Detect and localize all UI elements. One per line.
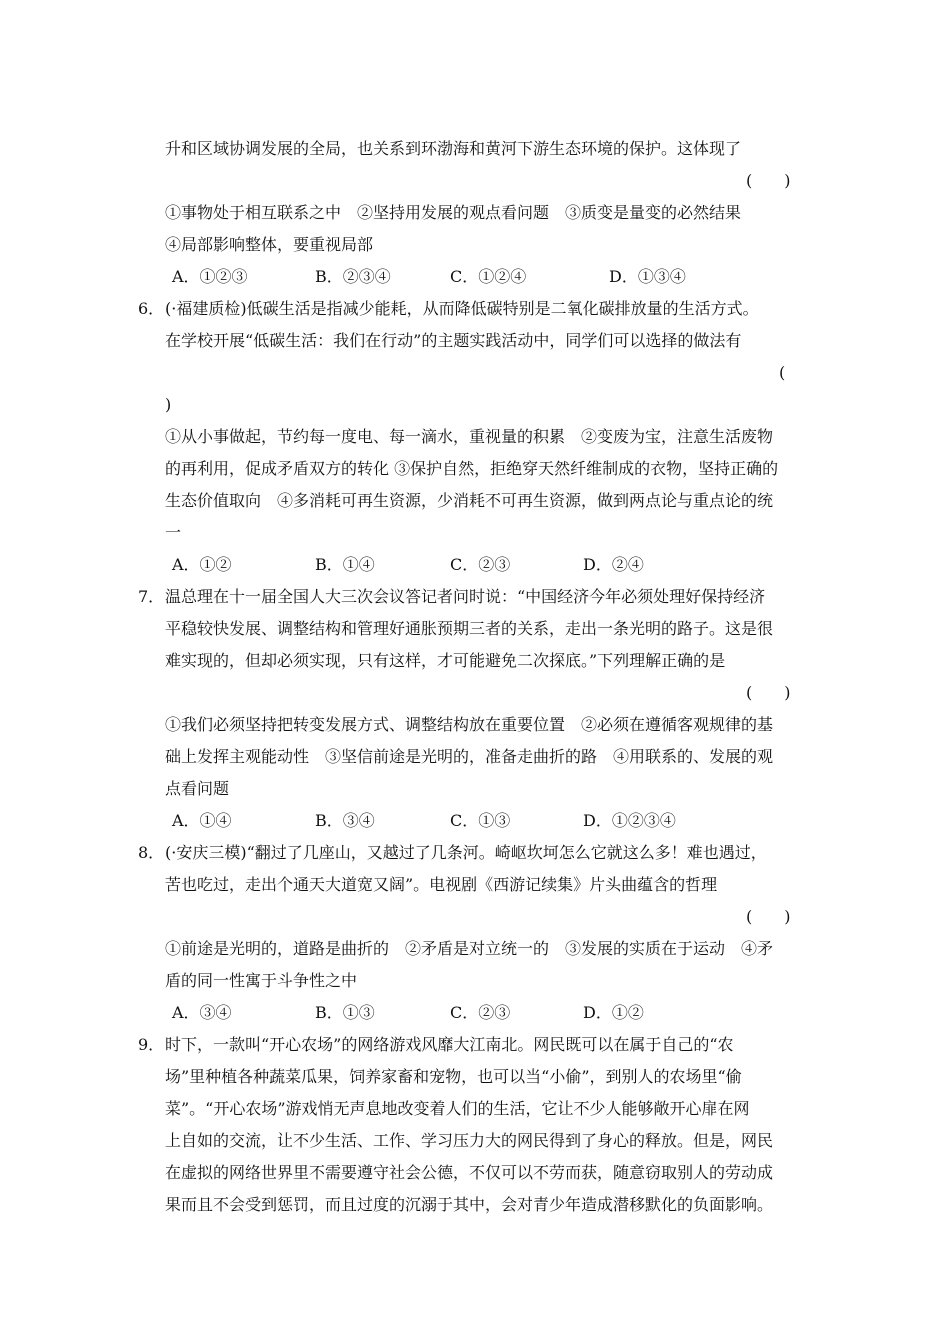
q7-line-5: 础上发挥主观能动性 ③坚信前途是光明的，准备走曲折的路 ④用联系的、发展的观 bbox=[165, 747, 774, 766]
q8-line-4: 盾的同一性寓于斗争性之中 bbox=[165, 971, 358, 990]
q5-answer-paren: ( ) bbox=[746, 171, 791, 190]
q9-line-2: 场”里种植各种蔬菜瓜果，饲养家畜和宠物，也可以当“小偷”，到别人的农场里“偷 bbox=[165, 1067, 742, 1086]
q6-line-1: (·福建质检)低碳生活是指减少能耗，从而降低碳特别是二氧化碳排放量的生活方式。 bbox=[165, 299, 759, 318]
q6-option-d: D．②④ bbox=[583, 555, 644, 574]
q8-option-a: A．③④ bbox=[172, 1003, 232, 1022]
q6-option-a: A．①② bbox=[172, 555, 232, 574]
q8-number: 8． bbox=[138, 843, 165, 862]
q6-paren-open: ( bbox=[779, 363, 786, 382]
q6-number: 6． bbox=[138, 299, 165, 318]
q9-line-4: 上自如的交流，让不少生活、工作、学习压力大的网民得到了身心的释放。但是，网民 bbox=[165, 1131, 774, 1150]
q8-option-b: B．①③ bbox=[315, 1003, 375, 1022]
q5-option-a: A．①②③ bbox=[172, 267, 248, 286]
q7-option-d: D．①②③④ bbox=[583, 811, 676, 830]
q9-line-1: 时下，一款叫“开心农场”的网络游戏风靡大江南北。网民既可以在属于自己的“农 bbox=[165, 1035, 734, 1054]
q6-line-2: 在学校开展“低碳生活：我们在行动”的主题实践活动中，同学们可以选择的做法有 bbox=[165, 331, 742, 350]
q7-line-2: 平稳较快发展、调整结构和管理好通胀预期三者的关系，走出一条光明的路子。这是很 bbox=[165, 619, 774, 638]
q8-line-1: (·安庆三模)“翻过了几座山，又越过了几条河。崎岖坎坷怎么它就这么多！难也遇过， bbox=[165, 843, 767, 862]
q9-line-3: 菜”。“开心农场”游戏悄无声息地改变着人们的生活，它让不少人能够敞开心扉在网 bbox=[165, 1099, 750, 1118]
q8-option-c: C．②③ bbox=[450, 1003, 511, 1022]
q8-line-2: 苦也吃过，走出个通天大道宽又阔”。电视剧《西游记续集》片头曲蕴含的哲理 bbox=[165, 875, 718, 894]
q5-line-2: ①事物处于相互联系之中 ②坚持用发展的观点看问题 ③质变是量变的必然结果 bbox=[165, 203, 742, 222]
q9-line-5: 在虚拟的网络世界里不需要遵守社会公德，不仅可以不劳而获，随意窃取别人的劳动成 bbox=[165, 1163, 774, 1182]
q6-line-3: ①从小事做起，节约每一度电、每一滴水，重视量的积累 ②变废为宝，注意生活废物 bbox=[165, 427, 774, 446]
q7-option-a: A．①④ bbox=[172, 811, 232, 830]
q6-line-5: 生态价值取向 ④多消耗可再生资源，少消耗不可再生资源，做到两点论与重点论的统 bbox=[165, 491, 774, 510]
q9-number: 9． bbox=[138, 1035, 165, 1054]
q5-line-1: 升和区域协调发展的全局，也关系到环渤海和黄河下游生态环境的保护。这体现了 bbox=[165, 139, 742, 158]
q7-option-b: B．③④ bbox=[315, 811, 375, 830]
q5-line-3: ④局部影响整体，要重视局部 bbox=[165, 235, 374, 254]
q6-paren-close: ) bbox=[165, 395, 172, 414]
q7-answer-paren: ( ) bbox=[746, 683, 791, 702]
q7-line-1: 温总理在十一届全国人大三次会议答记者问时说：“中国经济今年必须处理好保持经济 bbox=[165, 587, 766, 606]
q9-line-6: 果而且不会受到惩罚，而且过度的沉溺于其中，会对青少年造成潜移默化的负面影响。 bbox=[165, 1195, 774, 1214]
q6-option-c: C．②③ bbox=[450, 555, 511, 574]
q8-option-d: D．①② bbox=[583, 1003, 644, 1022]
q6-option-b: B．①④ bbox=[315, 555, 375, 574]
q6-line-6: 一 bbox=[165, 523, 182, 542]
q7-number: 7． bbox=[138, 587, 165, 606]
q8-answer-paren: ( ) bbox=[746, 907, 791, 926]
q8-line-3: ①前途是光明的，道路是曲折的 ②矛盾是对立统一的 ③发展的实质在于运动 ④矛 bbox=[165, 939, 774, 958]
q5-option-b: B．②③④ bbox=[315, 267, 391, 286]
q7-option-c: C．①③ bbox=[450, 811, 511, 830]
q6-line-4: 的再利用，促成矛盾双方的转化 ③保护自然，拒绝穿天然纤维制成的衣物，坚持正确的 bbox=[165, 459, 779, 478]
q5-option-c: C．①②④ bbox=[450, 267, 527, 286]
q7-line-6: 点看问题 bbox=[165, 779, 230, 798]
q7-line-4: ①我们必须坚持把转变发展方式、调整结构放在重要位置 ②必须在遵循客观规律的基 bbox=[165, 715, 774, 734]
q5-option-d: D．①③④ bbox=[609, 267, 686, 286]
q7-line-3: 难实现的，但却必须实现，只有这样，才可能避免二次探底。”下列理解正确的是 bbox=[165, 651, 726, 670]
